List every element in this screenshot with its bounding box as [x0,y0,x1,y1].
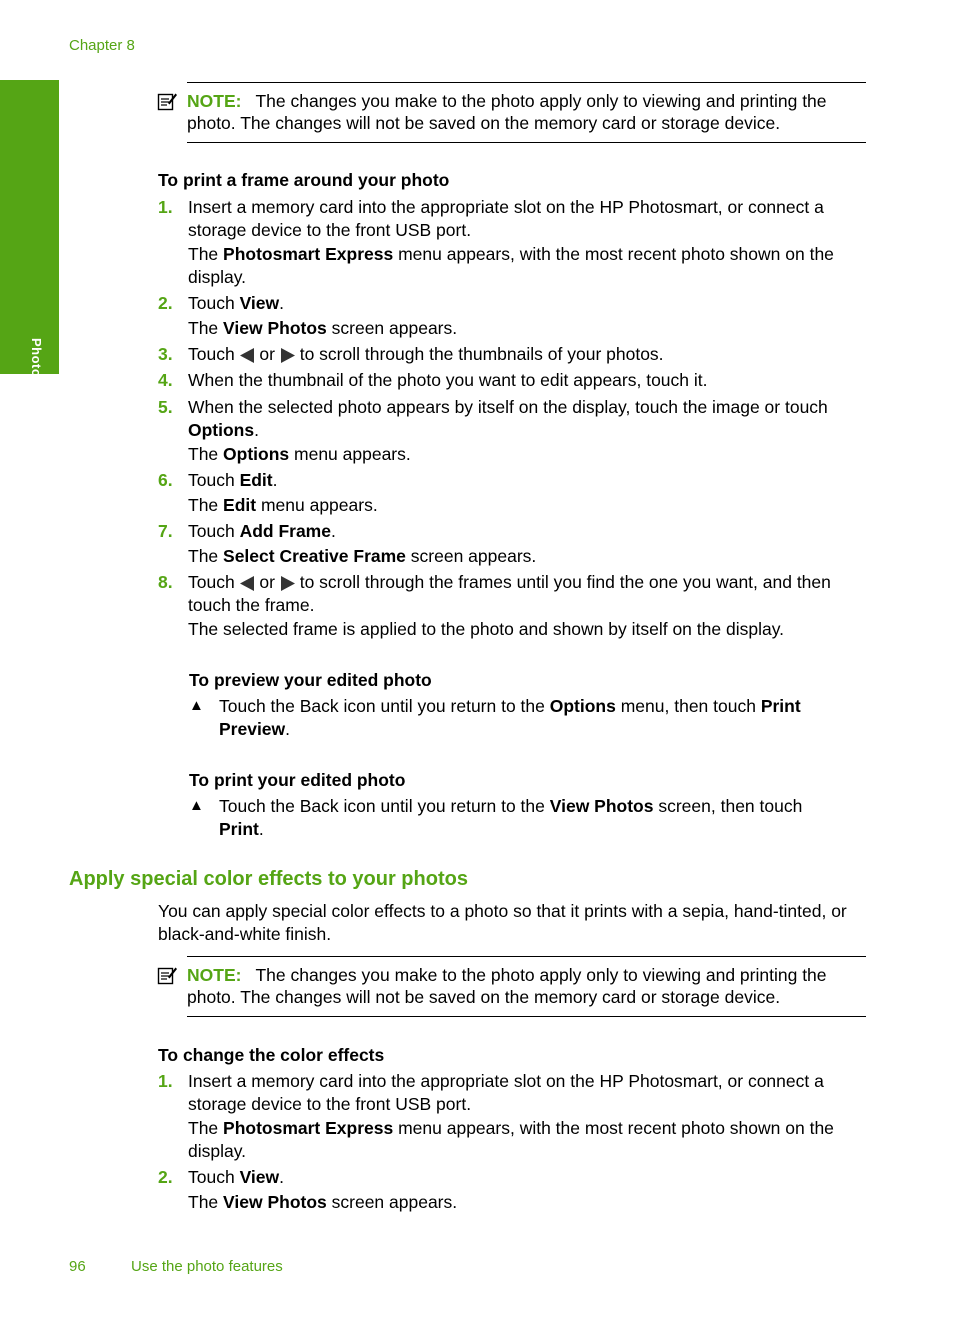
step-number: 2. [158,1167,173,1187]
note-text: The changes you make to the photo apply only to viewing and printing the photo. The changes will not be saved on the memory card or storage device. [187,965,827,1007]
list-item [158,571,868,641]
note-icon [157,965,177,985]
step-number: 1. [158,1071,173,1091]
note-label: NOTE: [187,965,242,985]
side-tab [0,80,59,374]
list-item [158,1070,868,1162]
triangle-bullet-icon: ▲ [189,797,204,814]
list-item [158,196,868,288]
triangle-bullet-icon: ▲ [189,697,204,714]
step-result: The View Photos screen appears. [188,317,458,338]
step-result: The View Photos screen appears. [188,1191,458,1212]
list-item [158,520,868,567]
step-text: When the selected photo appears by itself on the display, touch the image or touch Options. [188,397,828,440]
step-text: Touch Edit. [188,470,278,490]
procedure-title: To print a frame around your photo [158,170,450,190]
step-number: 6. [158,470,173,490]
step-text: Touch Add Frame. [188,521,336,541]
step-number: 1. [158,197,173,217]
list-item [158,396,868,466]
step-result: The Photosmart Express menu appears, with the most recent photo shown on the display. [188,244,834,287]
step-number: 8. [158,572,173,592]
step-text: Touch the Back icon until you return to the Options menu, then touch Print Preview. [219,696,801,739]
note-box [187,82,866,143]
step-number: 5. [158,397,173,417]
chapter-label: Chapter 8 [69,37,135,54]
left-arrow-icon [240,348,255,363]
step-text: Touch or to scroll through the frames until you find the one you want, and then touch the frame. [188,572,831,615]
step-number: 7. [158,521,173,541]
note-icon [157,91,177,111]
procedure-title: To change the color effects [158,1045,385,1065]
intro-paragraph: You can apply special color effects to a photo so that it prints with a sepia, hand-tinted, or black-and-white finish. [158,901,847,944]
procedure-title: To print your edited photo [189,770,406,790]
list-item [189,695,849,740]
step-text: Touch View. [188,1167,285,1187]
list-item [158,469,868,516]
list-item [189,795,849,840]
step-number: 3. [158,344,173,364]
note-text: The changes you make to the photo apply only to viewing and printing the photo. The changes will not be saved on the memory card or storage device. [187,91,827,133]
right-arrow-icon [280,576,295,591]
left-arrow-icon [240,576,255,591]
list-item [158,292,868,339]
footer-title: Use the photo features [131,1258,283,1275]
procedure-title: To preview your edited photo [189,670,432,690]
list-item [158,369,868,392]
step-text: Insert a memory card into the appropriate slot on the HP Photosmart, or connect a storage device to the front USB port. [188,197,824,240]
step-number: 2. [158,293,173,313]
list-item [158,343,868,366]
step-result: The Photosmart Express menu appears, with the most recent photo shown on the display. [188,1118,834,1161]
list-item [158,1166,868,1213]
step-result: The Edit menu appears. [188,494,378,515]
step-text: Touch View. [188,293,285,313]
side-tab-label: Photos [29,338,44,386]
section-heading: Apply special color effects to your photos [69,868,468,890]
step-result: The selected frame is applied to the photo and shown by itself on the display. [188,619,785,639]
step-text: Touch or to scroll through the thumbnails of your photos. [188,344,664,364]
note-box [187,956,866,1017]
step-text: Insert a memory card into the appropriate slot on the HP Photosmart, or connect a storage device to the front USB port. [188,1071,824,1114]
right-arrow-icon [280,348,295,363]
step-result: The Select Creative Frame screen appears. [188,545,537,566]
step-result: The Options menu appears. [188,444,411,464]
step-number: 4. [158,370,173,390]
step-text: When the thumbnail of the photo you want to edit appears, touch it. [188,370,708,390]
page-number: 96 [69,1258,86,1275]
step-text: Touch the Back icon until you return to the View Photos screen, then touch Print. [219,796,803,839]
note-label: NOTE: [187,91,242,111]
